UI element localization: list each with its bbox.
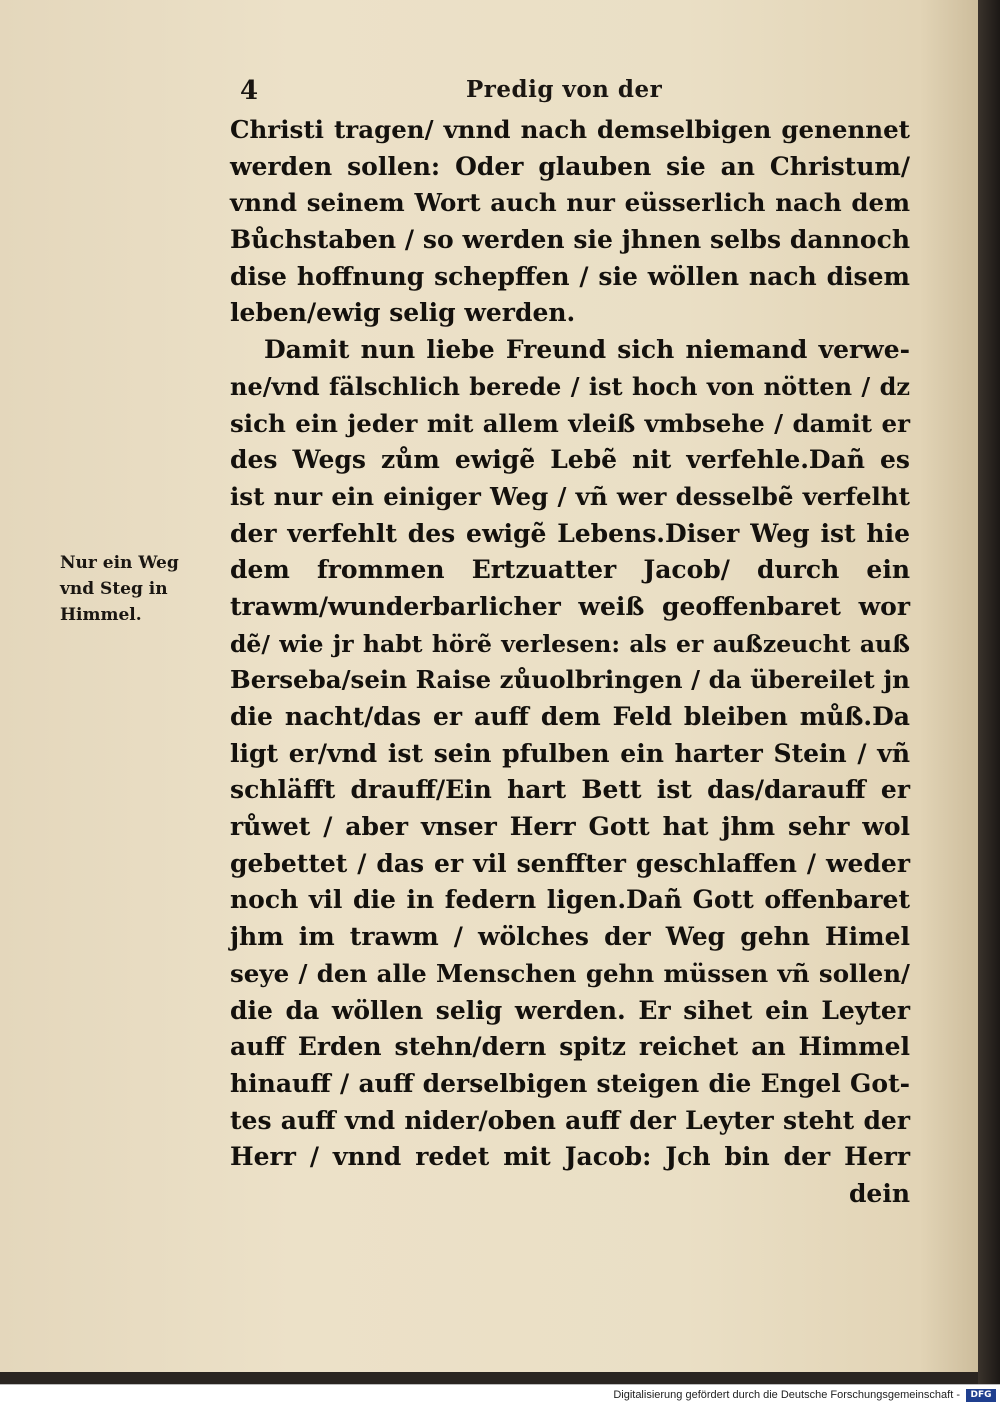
text-line: ne/vnd fälschlich berede / ist hoch von nötten / dz [230, 371, 910, 401]
text-line: Bůchstaben / so werden sie jhnen selbs dannoch [230, 225, 910, 255]
text-line: hinauff / auff derselbigen steigen die Engel Got- [230, 1068, 910, 1098]
text-line: gebettet / das er vil senffter geschlaffen / weder [230, 848, 910, 878]
text-line: Christi tragen/ vnnd nach demselbigen genennet [230, 115, 910, 144]
marginal-note [60, 550, 210, 628]
page-number: 4 [240, 76, 259, 106]
text-line: die nacht/das er auff dem Feld bleiben můß.Da [230, 702, 910, 731]
text-line: der verfehlt des ewigẽ Lebens.Diser Weg ist hie [230, 518, 910, 548]
marginal-note-line: Himmel. [60, 605, 142, 625]
scan-edge [978, 0, 1000, 1384]
text-line: schläfft drauff/Ein hart Bett ist das/darauff er [230, 775, 910, 805]
running-head: Predig von der [466, 76, 663, 103]
text-line: dise hoffnung schepffen / sie wöllen nach disem [230, 261, 910, 291]
text-line: seye / den alle Menschen gehn müssen vñ sollen/ [230, 958, 910, 988]
dfg-logo: DFG [966, 1389, 996, 1402]
text-line: noch vil die in federn ligen.Dañ Gott offenbaret [230, 885, 910, 915]
text-line: růwet / aber vnser Herr Gott hat jhm sehr wol [230, 812, 910, 842]
text-line: Berseba/sein Raise zůuolbringen / da übereilet jn [230, 665, 910, 695]
digitization-footer [0, 1384, 1000, 1407]
catchword: dein [848, 1178, 910, 1208]
text-line: auff Erden stehn/dern spitz reichet an Himmel [230, 1032, 910, 1062]
text-line: ligt er/vnd ist sein pfulben ein harter Stein / vñ [230, 738, 910, 768]
text-line: Herr / vnnd redet mit Jacob: Jch bin der Herr [230, 1142, 910, 1172]
text-line: die da wöllen selig werden. Er sihet ein Leyter [230, 995, 910, 1025]
text-line: vnnd seinem Wort auch nur eüsserlich nach dem [230, 188, 910, 218]
text-line: des Wegs zům ewigẽ Lebẽ nit verfehle.Dañ es [230, 445, 910, 475]
text-line: leben/ewig selig werden. [230, 298, 576, 328]
text-line: sich ein jeder mit allem vleiß vmbsehe / damit er [230, 408, 910, 438]
sermon-text [230, 112, 910, 1213]
paragraph-start-line: Damit nun liebe Freund sich niemand verwe- [264, 335, 910, 365]
text-line: werden sollen: Oder glauben sie an Christum/ [230, 151, 910, 181]
text-line: jhm im trawm / wölches der Weg gehn Himel [230, 922, 910, 952]
text-line: dẽ/ wie jr habt hörẽ verlesen: als er außzeucht auß [230, 629, 910, 658]
text-line: trawm/wunderbarlicher weiß geoffenbaret wor [230, 591, 910, 621]
text-line: dem frommen Ertzuatter Jacob/ durch ein [230, 555, 910, 585]
marginal-note-line: Nur ein Weg [60, 553, 179, 573]
marginal-note-line: vnd Steg in [60, 579, 168, 599]
text-line: ist nur ein einiger Weg / vñ wer desselbẽ verfelht [230, 481, 910, 511]
text-line: tes auff vnd nider/oben auff der Leyter steht der [230, 1105, 910, 1135]
footer-credit: Digitalisierung gefördert durch die Deutsche Forschungsgemeinschaft - [613, 1389, 960, 1401]
